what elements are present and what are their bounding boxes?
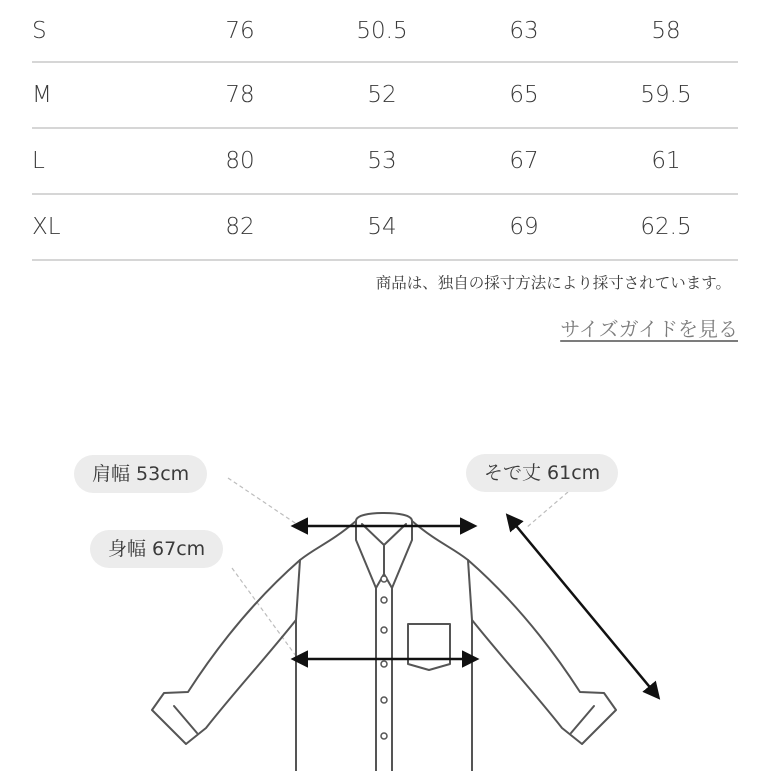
size-label: M xyxy=(32,82,52,108)
measurement-cell: 80 xyxy=(225,148,255,174)
measurement-cell: 69 xyxy=(509,214,539,240)
shoulder-width-label: 肩幅 53cm xyxy=(74,455,207,493)
sleeve-arrow xyxy=(508,516,658,697)
measurement-cell: 62.5 xyxy=(640,214,692,240)
measurement-cell: 61 xyxy=(651,148,681,174)
measurement-cell: 78 xyxy=(225,82,255,108)
body-width-label: 身幅 67cm xyxy=(90,530,223,568)
body-width-leader-line xyxy=(232,568,296,656)
measurement-cell: 65 xyxy=(509,82,539,108)
table-row xyxy=(32,129,738,195)
measurement-cell: 58 xyxy=(651,17,681,44)
measurement-cell: 76 xyxy=(225,17,255,44)
measurement-cell: 54 xyxy=(367,214,397,240)
measurement-cell: 67 xyxy=(509,148,539,174)
size-table xyxy=(32,0,738,261)
sleeve-leader-line xyxy=(526,492,568,528)
table-row xyxy=(32,0,738,63)
table-row xyxy=(32,195,738,261)
measurement-cell: 63 xyxy=(509,17,539,44)
measurement-cell: 82 xyxy=(225,214,255,240)
size-guide-link[interactable]: サイズガイドを見る xyxy=(560,317,738,341)
measurement-note: 商品は、独自の採寸方法により採寸されています。 xyxy=(375,274,731,292)
measurement-cell: 52 xyxy=(367,82,397,108)
sleeve-length-label: そで丈 61cm xyxy=(466,454,618,492)
size-label: L xyxy=(32,148,45,174)
table-row xyxy=(32,63,738,129)
size-label: S xyxy=(32,17,47,44)
shoulder-leader-line xyxy=(228,478,298,525)
shirt-buttons xyxy=(381,576,387,739)
measurement-cell: 50.5 xyxy=(356,17,408,44)
measurement-cell: 53 xyxy=(367,148,397,174)
measurement-cell: 59.5 xyxy=(640,82,692,108)
size-label: XL xyxy=(32,214,61,240)
